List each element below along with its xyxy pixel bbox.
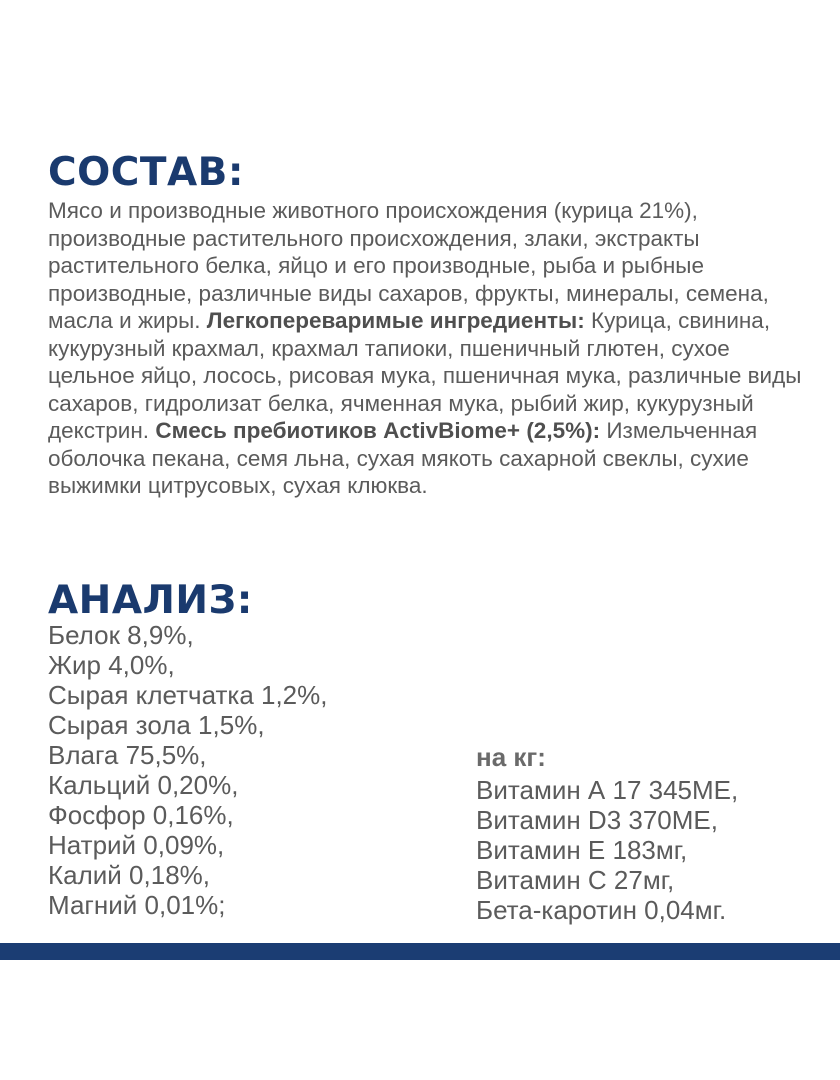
composition-text (48, 197, 808, 500)
prebiotic-text: Измельченная оболочка пекана, семя льна, сухая мякоть сахарной свеклы, сухие выжимки цитрусовых, сухая клюква. (48, 418, 758, 498)
analysis-item-fiber: Сырая клетчатка 1,2%, (48, 680, 328, 710)
analysis-item-calcium: Кальций 0,20%, (48, 770, 239, 800)
easy-digest-text: Курица, свинина, кукурузный крахмал, крахмал тапиоки, пшеничный глютен, сухое цельное яйцо, лосось, рисовая мука, пшеничная мука, различные виды сахаров, гидролизат белка, ячменная мука, рыбий жир, кукурузный декстрин. (48, 308, 802, 443)
composition-paragraph (48, 197, 808, 500)
analysis-item-sodium: Натрий 0,09%, (48, 830, 225, 860)
easy-digest-label: Легкопереваримые ингредиенты: (206, 308, 585, 333)
analysis-heading: АНАЛИЗ: (48, 578, 253, 623)
vitamin-item-d3: Витамин D3 370МЕ, (476, 805, 718, 835)
composition-main-text: Мясо и производные животного происхождения (курица 21%), производные растительного происхождения, злаки, экстракты растительного белка, яйцо и его производные, рыба и рыбные производные, различные виды сахаров, фрукты, минералы, семена, масла и жиры. (48, 198, 769, 333)
analysis-item-fat: Жир 4,0%, (48, 650, 175, 680)
vitamins-list (476, 742, 826, 925)
analysis-item-potassium: Калий 0,18%, (48, 860, 210, 890)
analysis-item-magnesium: Магний 0,01%; (48, 890, 226, 920)
per-kg-label: на кг: (476, 742, 546, 772)
composition-heading: СОСТАВ: (48, 150, 245, 195)
analysis-list (48, 620, 448, 920)
vitamin-item-a: Витамин А 17 345МЕ, (476, 775, 739, 805)
vitamin-item-e: Витамин Е 183мг, (476, 835, 688, 865)
analysis-item-moisture: Влага 75,5%, (48, 740, 207, 770)
bottom-divider-bar (0, 943, 840, 960)
vitamin-item-beta-carotene: Бета-каротин 0,04мг. (476, 895, 727, 925)
analysis-item-protein: Белок 8,9%, (48, 620, 194, 650)
prebiotic-label: Смесь пребиотиков ActivBiome+ (2,5%): (155, 418, 601, 443)
vitamin-item-c: Витамин С 27мг, (476, 865, 675, 895)
analysis-item-phosphorus: Фосфор 0,16%, (48, 800, 234, 830)
analysis-item-ash: Сырая зола 1,5%, (48, 710, 265, 740)
